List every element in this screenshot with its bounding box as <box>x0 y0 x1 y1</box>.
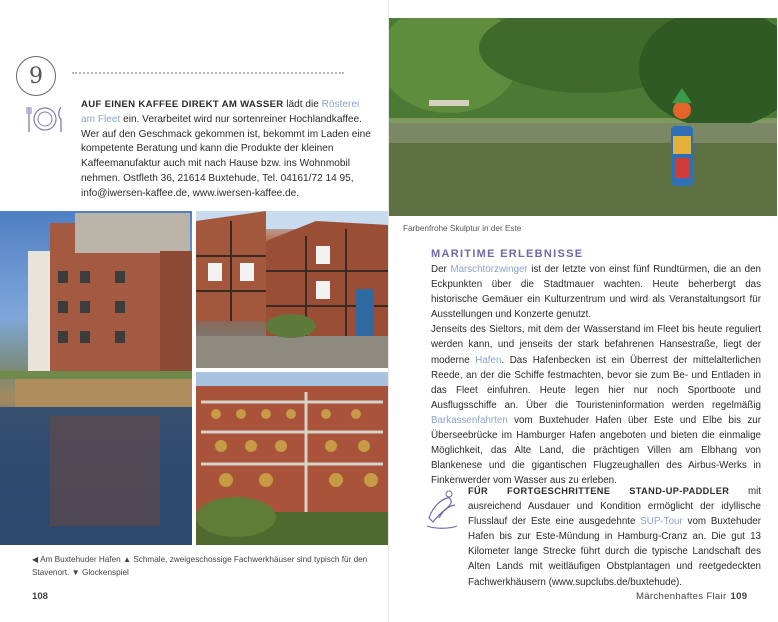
cafe-tip-text-1: lädt die <box>283 99 322 110</box>
link-barkassenfahrten[interactable]: Barkassenfahrten <box>431 414 508 426</box>
cafe-link-roesterei[interactable]: Rösterei am Fleet <box>81 99 360 125</box>
link-marschtorzwinger[interactable]: Marschtorzwinger <box>450 264 528 275</box>
sup-tip-text <box>468 484 761 590</box>
p2-text-b: . Das Hafenbecken ist ein Überrest der mittelalterlichen Reede, an der die Schiffe festmachten, bevor sie zum Be- und Entladen in das Fleet einfuhren. Heute legen hier nur noch Sportboote und Ausflugsschiffe an. Über die Touristeninformation werden regelmäßig <box>431 354 761 411</box>
sup-text-b: vom Buxtehuder Hafen bis zur Este-Mündung in Hamburg-Cranz an. Die gut 13 Kilometer lange Strecke führt durch die typische Landschaft des Alten Lands mit weitläufigen Obstplantagen und reetgedeckten Fachwerkhäusern (www.supclubs.de/buxtehude). <box>468 516 761 588</box>
tip-number-badge <box>16 56 56 96</box>
photo-half-timbered-houses <box>196 211 388 368</box>
p1-text-b: ist der letzte von einst fünf Rundtürmen, die an den Eckpunkten über die Stadtmauer wachten. Heute beherbergt das historische Gemäuer ein Kulturzentrum und wird als Veranstaltungsort für Ausstellungen und Konzerte genutzt. <box>431 264 761 321</box>
sup-text-a: mit ausreichend Ausdauer und Kondition ermöglicht der idyllische Flusslauf der Este eine ausgedehnte <box>468 486 762 528</box>
paddler-icon <box>425 488 459 532</box>
tip-number: 9 <box>29 63 43 89</box>
link-sup-tour[interactable]: SUP-Tour <box>640 516 683 528</box>
page-number-left: 108 <box>32 591 49 602</box>
cafe-tip-text-2: ein. Verarbeitet wird nur sortenreiner Hochlandkaffee. Wer auf den Geschmack gekommen ist, bekommt im Laden eine kompetente Beratung und kann die Produkte der kleinen Kaffeemanufaktur auch mit nach Hause bzw. ins Wohnmobil nehmen. Ostfleth 36, 21614 Buxtehude, Tel. 04161/72 14 95, info@iwersen-kaffee.de, www.iwersen-kaffee.de. <box>81 113 371 199</box>
photo-glockenspiel <box>196 372 388 545</box>
p2-text-c: vom Buxtehuder Hafen über Este und Elbe bis zur Überseebrücke im Hamburger Hafen angeboten und bieten die einmalige Möglichkeit, das Alte Land, die prächtigen Villen am Elbhang von Blankenese und die gigantischen Flugzeughallen des Airbus-Werks in Finkenwerder vom Wasser aus zu erleben. <box>431 414 761 487</box>
p2-text-a: Jenseits des Sieltors, mit dem der Wasserstand im Fleet bis heute reguliert werden kann, und jenseits der stark befahrenen Hansestraße, liegt der moderne <box>431 324 761 366</box>
maritime-body-text <box>431 262 761 488</box>
running-footer-right <box>636 591 747 602</box>
running-head: Märchenhaftes Flair <box>636 591 727 602</box>
fork-knife-plate-icon <box>25 102 65 136</box>
dotted-rule <box>72 72 344 74</box>
cafe-tip-text <box>81 98 373 202</box>
cafe-tip-heading: AUF EINEN KAFFEE DIREKT AM WASSER <box>81 99 284 110</box>
photo-buxtehude-harbor <box>0 211 192 545</box>
photo-caption-left: ◀ Am Buxtehuder Hafen ▲ Schmale, zweigeschossige Fachwerkhäuser sind typisch für den Stavenort. ▼ Glockenspiel <box>32 555 368 577</box>
section-heading-maritime: MARITIME ERLEBNISSE <box>431 248 584 260</box>
link-hafen[interactable]: Hafen <box>475 354 502 366</box>
p1-text-a: Der <box>431 264 451 275</box>
photo-colorful-sculpture-este <box>389 18 777 216</box>
sup-heading: FÜR FORTGESCHRITTENE STAND-UP-PADDLER <box>468 486 730 496</box>
page-number-right: 109 <box>730 591 748 602</box>
photo-caption-right: Farbenfrohe Skulptur in der Este <box>403 224 522 233</box>
